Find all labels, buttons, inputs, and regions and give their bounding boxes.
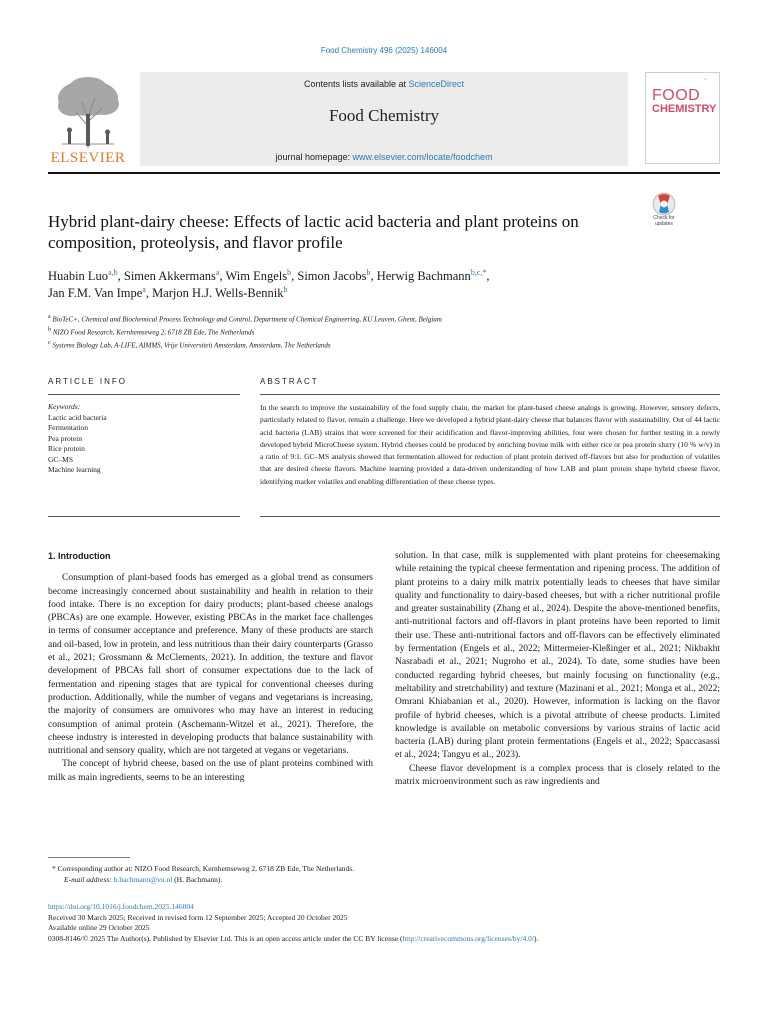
affiliation: c Systems Biology Lab, A-LIFE, AIMMS, Vrije Universiteit Amsterdam, Amsterdam, The Netherlands <box>48 339 331 349</box>
author-affiliation-marker[interactable]: a <box>142 284 146 294</box>
cover-title-chemistry: CHEMISTRY <box>652 103 717 115</box>
abstract-text: In the search to improve the sustainability of the food supply chain, the market for plant-based cheese analogs is growing. However, sensory defects, particularly related to flavor, remain a challenge. Here we developed a hybrid plant-dairy cheese that balances flavor with sustainability. Out of 44 lactic acid bacteria (LAB) strains that were screened for their acidification and flavor-improving abilities, four were chosen for further testing in a newly developed hybrid MicroCheese system. Hybrid cheeses could be produced by enriching bovine milk with either rice or pea protein slurry (10 % w/v) in a ratio of 9:1. GC–MS analysis showed that fermentation allowed for reduction of plant protein derived off-flavors but also for production of volatiles that are desired cheese flavors. Machine learning provided a data-driven understanding of how LAB and plant protein shape hybrid cheese flavor, identifying marker volatiles and enabling differentiation of these cheese types. <box>260 403 720 486</box>
body-paragraph: solution. In that case, milk is supplemented with plant proteins for cheesemaking while retaining the typical cheese fermentation and ripening process. The addition of plant proteins to a dairy milk matrix potentially leads to cheeses that have similar quality and functionality to dairy-based cheeses, but with a richer nutritional profile and greater sustainability (Zhang et al., 2024). Despite the above-mentioned benefits, anti-nutritional factors and off-flavors in plant proteins have been reported to limit their use. These anti-nutritional factors and off-flavors can be effectively eliminated by fermentation (Engels et al., 2022; Mittermeier-Kleßinger et al., 2021; Nikbakht Nasrabadi et al., 2021; Nugroho et al., 2024). To date, some studies have been conducted regarding hybrid cheeses, but mainly focusing on functionality (e.g., meltability and stretchability) and texture (Mazinani et al., 2021; Monga et al., 2022; Omrani Khiabanian et al., 2020). However, information is lacking on the flavor profile of hybrid cheeses, which is a pivotal attribute of cheese products. Limited knowledge is available on metabolic conversions by various strains of lactic acid bacteria (LAB) during plant protein fermentations (Engels et al., 2022; Spaccasassi et al., 2024; Tangyu et al., 2023). <box>395 551 720 761</box>
affiliation: a BioTeC+, Chemical and Biochemical Process Technology and Control, Department of Chemical Engineering, KU Leuven, Ghent, Belgium <box>48 314 442 324</box>
article-info-end-rule <box>48 516 240 517</box>
available-online-date: Available online 29 October 2025 <box>48 923 150 932</box>
article-info-rule <box>48 394 240 395</box>
author-list: Huabin Luo$^{a,b}$, Simen Akkermans$^a$, Wim Engels$^b$, Simon Jacobs$^b$, Herwig Bachmann$^{b,c,*}$, Jan F.M. Van Impe$^a$, Marjon H.J. Wells-Bennik$^b$ <box>48 267 490 300</box>
author-affiliation-marker[interactable]: b <box>287 267 292 277</box>
author-affiliation-marker[interactable]: b,c,* <box>470 267 487 277</box>
publication-info <box>48 902 728 944</box>
keywords-block <box>48 402 238 476</box>
author-name[interactable]: Marjon H.J. Wells-Bennik <box>152 286 284 300</box>
article-info-heading: ARTICLE INFO <box>48 377 127 386</box>
license-line: 0308-8146/© 2025 The Author(s). Published by Elsevier Ltd. This is an open access article under the CC BY license (http://creativecommons.org/licenses/by/4.0/). <box>48 933 539 943</box>
author-name[interactable]: Herwig Bachmann <box>376 269 471 283</box>
masthead <box>48 72 628 166</box>
author-name[interactable]: Huabin Luo <box>48 269 109 283</box>
abstract-heading: ABSTRACT <box>260 377 319 386</box>
author-affiliation-marker[interactable]: b <box>283 284 288 294</box>
email-note: E-mail address: h.bachmann@vu.nl (H. Bachmann). <box>64 874 223 884</box>
check-for-updates-button[interactable] <box>646 192 682 230</box>
footnotes <box>48 864 728 885</box>
keyword: GC–MS <box>48 454 74 464</box>
cover-title-food: FOOD <box>652 87 701 104</box>
header-rule <box>48 172 720 174</box>
email-link[interactable]: h.bachmann@vu.nl <box>113 874 173 884</box>
keyword: Rice protein <box>48 444 85 453</box>
author-name[interactable]: Simen Akkermans <box>123 269 216 283</box>
section-heading-introduction: 1. Introduction <box>48 551 111 561</box>
author-affiliation-marker[interactable]: a <box>215 267 220 277</box>
journal-banner <box>140 72 628 166</box>
keyword: Lactic acid bacteria <box>48 412 107 422</box>
author-affiliation-marker[interactable]: b <box>366 267 371 277</box>
body-paragraph: Cheese flavor development is a complex process that is closely related to the matrix microenvironment such as raw ingredients and <box>395 763 720 788</box>
keyword: Pea protein <box>48 433 82 443</box>
body-right-column <box>395 550 720 789</box>
author-affiliation-marker[interactable]: a,b <box>108 267 118 277</box>
contents-line: Contents lists available at ScienceDirect <box>303 79 465 89</box>
license-link[interactable]: http://creativecommons.org/licenses/by/4.0/ <box>402 933 534 943</box>
abstract-end-rule <box>260 516 720 517</box>
publisher-logo-text: ELSEVIER <box>50 150 126 166</box>
journal-name: Food Chemistry <box>328 106 440 125</box>
journal-homepage-link[interactable]: www.elsevier.com/locate/foodchem <box>352 152 493 162</box>
affiliations <box>48 312 668 350</box>
crossmark-label: Check for updates <box>653 215 675 227</box>
doi-link[interactable]: https://doi.org/10.1016/j.foodchem.2025.146004 <box>48 902 194 911</box>
keyword: Machine learning <box>48 465 101 474</box>
article-title: Hybrid plant-dairy cheese: Effects of lactic acid bacteria and plant proteins on composition, proteolysis, and flavor profile <box>48 212 579 252</box>
author-name[interactable]: Wim Engels <box>225 269 288 283</box>
abstract-rule <box>260 394 720 395</box>
footnote-rule <box>48 857 130 858</box>
keywords-label: Keywords: <box>48 402 81 411</box>
journal-cover-image[interactable] <box>645 72 720 164</box>
received-dates: Received 30 March 2025; Received in revised form 12 September 2025; Accepted 20 October 2025 <box>48 912 348 922</box>
keyword: Fermentation <box>48 423 88 432</box>
cover-decoration-icon: ▪▪▪ <box>704 77 708 81</box>
author-name[interactable]: Jan F.M. Van Impe <box>48 286 143 300</box>
sciencedirect-link[interactable]: ScienceDirect <box>408 79 465 89</box>
corresponding-author-note: * Corresponding author at: NIZO Food Research, Kernhemseweg 2, 6718 ZB Ede, The Netherlands. <box>52 864 355 873</box>
journal-citation[interactable]: Food Chemistry 496 (2025) 146004 <box>320 46 448 55</box>
body-paragraph: The concept of hybrid cheese, based on the use of plant proteins combined with milk as main ingredients, seems to be an interesting <box>48 759 373 783</box>
homepage-line: journal homepage: www.elsevier.com/locate/foodchem <box>275 152 493 162</box>
author-name[interactable]: Simon Jacobs <box>297 269 367 283</box>
affiliation: b NIZO Food Research, Kernhemseweg 2, 6718 ZB Ede, The Netherlands <box>48 326 255 337</box>
body-paragraph: Consumption of plant-based foods has emerged as a global trend as consumers become increasingly concerned about sustainability and health in relation to their food intake. There is no exception for dairy products; plant-based cheese analogs (PBCAs) are one example. However, existing PBCAs in the market face challenges in terms of consumer acceptance and preference. Many of these products are starch and oil-based, low in protein, and less nutritious than their dairy counterparts (Grasso et al., 2021; Grossmann & McClements, 2021). In addition, the texture and flavor development of PBCAs fall short of consumer expectations due to the lack of fermentation and ripening stages that are typical for conventional cheeses during production. Additionally, while the number of vegans and vegetarians is increasing, the majority of consumers are omnivores who may have an interest in reducing consumption of animal protein (Aschemann-Witzel et al., 2021). Therefore, the cheese industry is interested in developing products that balance sustainability with nutritional and sensory quality, which are not targeted at vegans or vegetarians. <box>48 573 373 757</box>
body-left-column <box>48 550 373 785</box>
